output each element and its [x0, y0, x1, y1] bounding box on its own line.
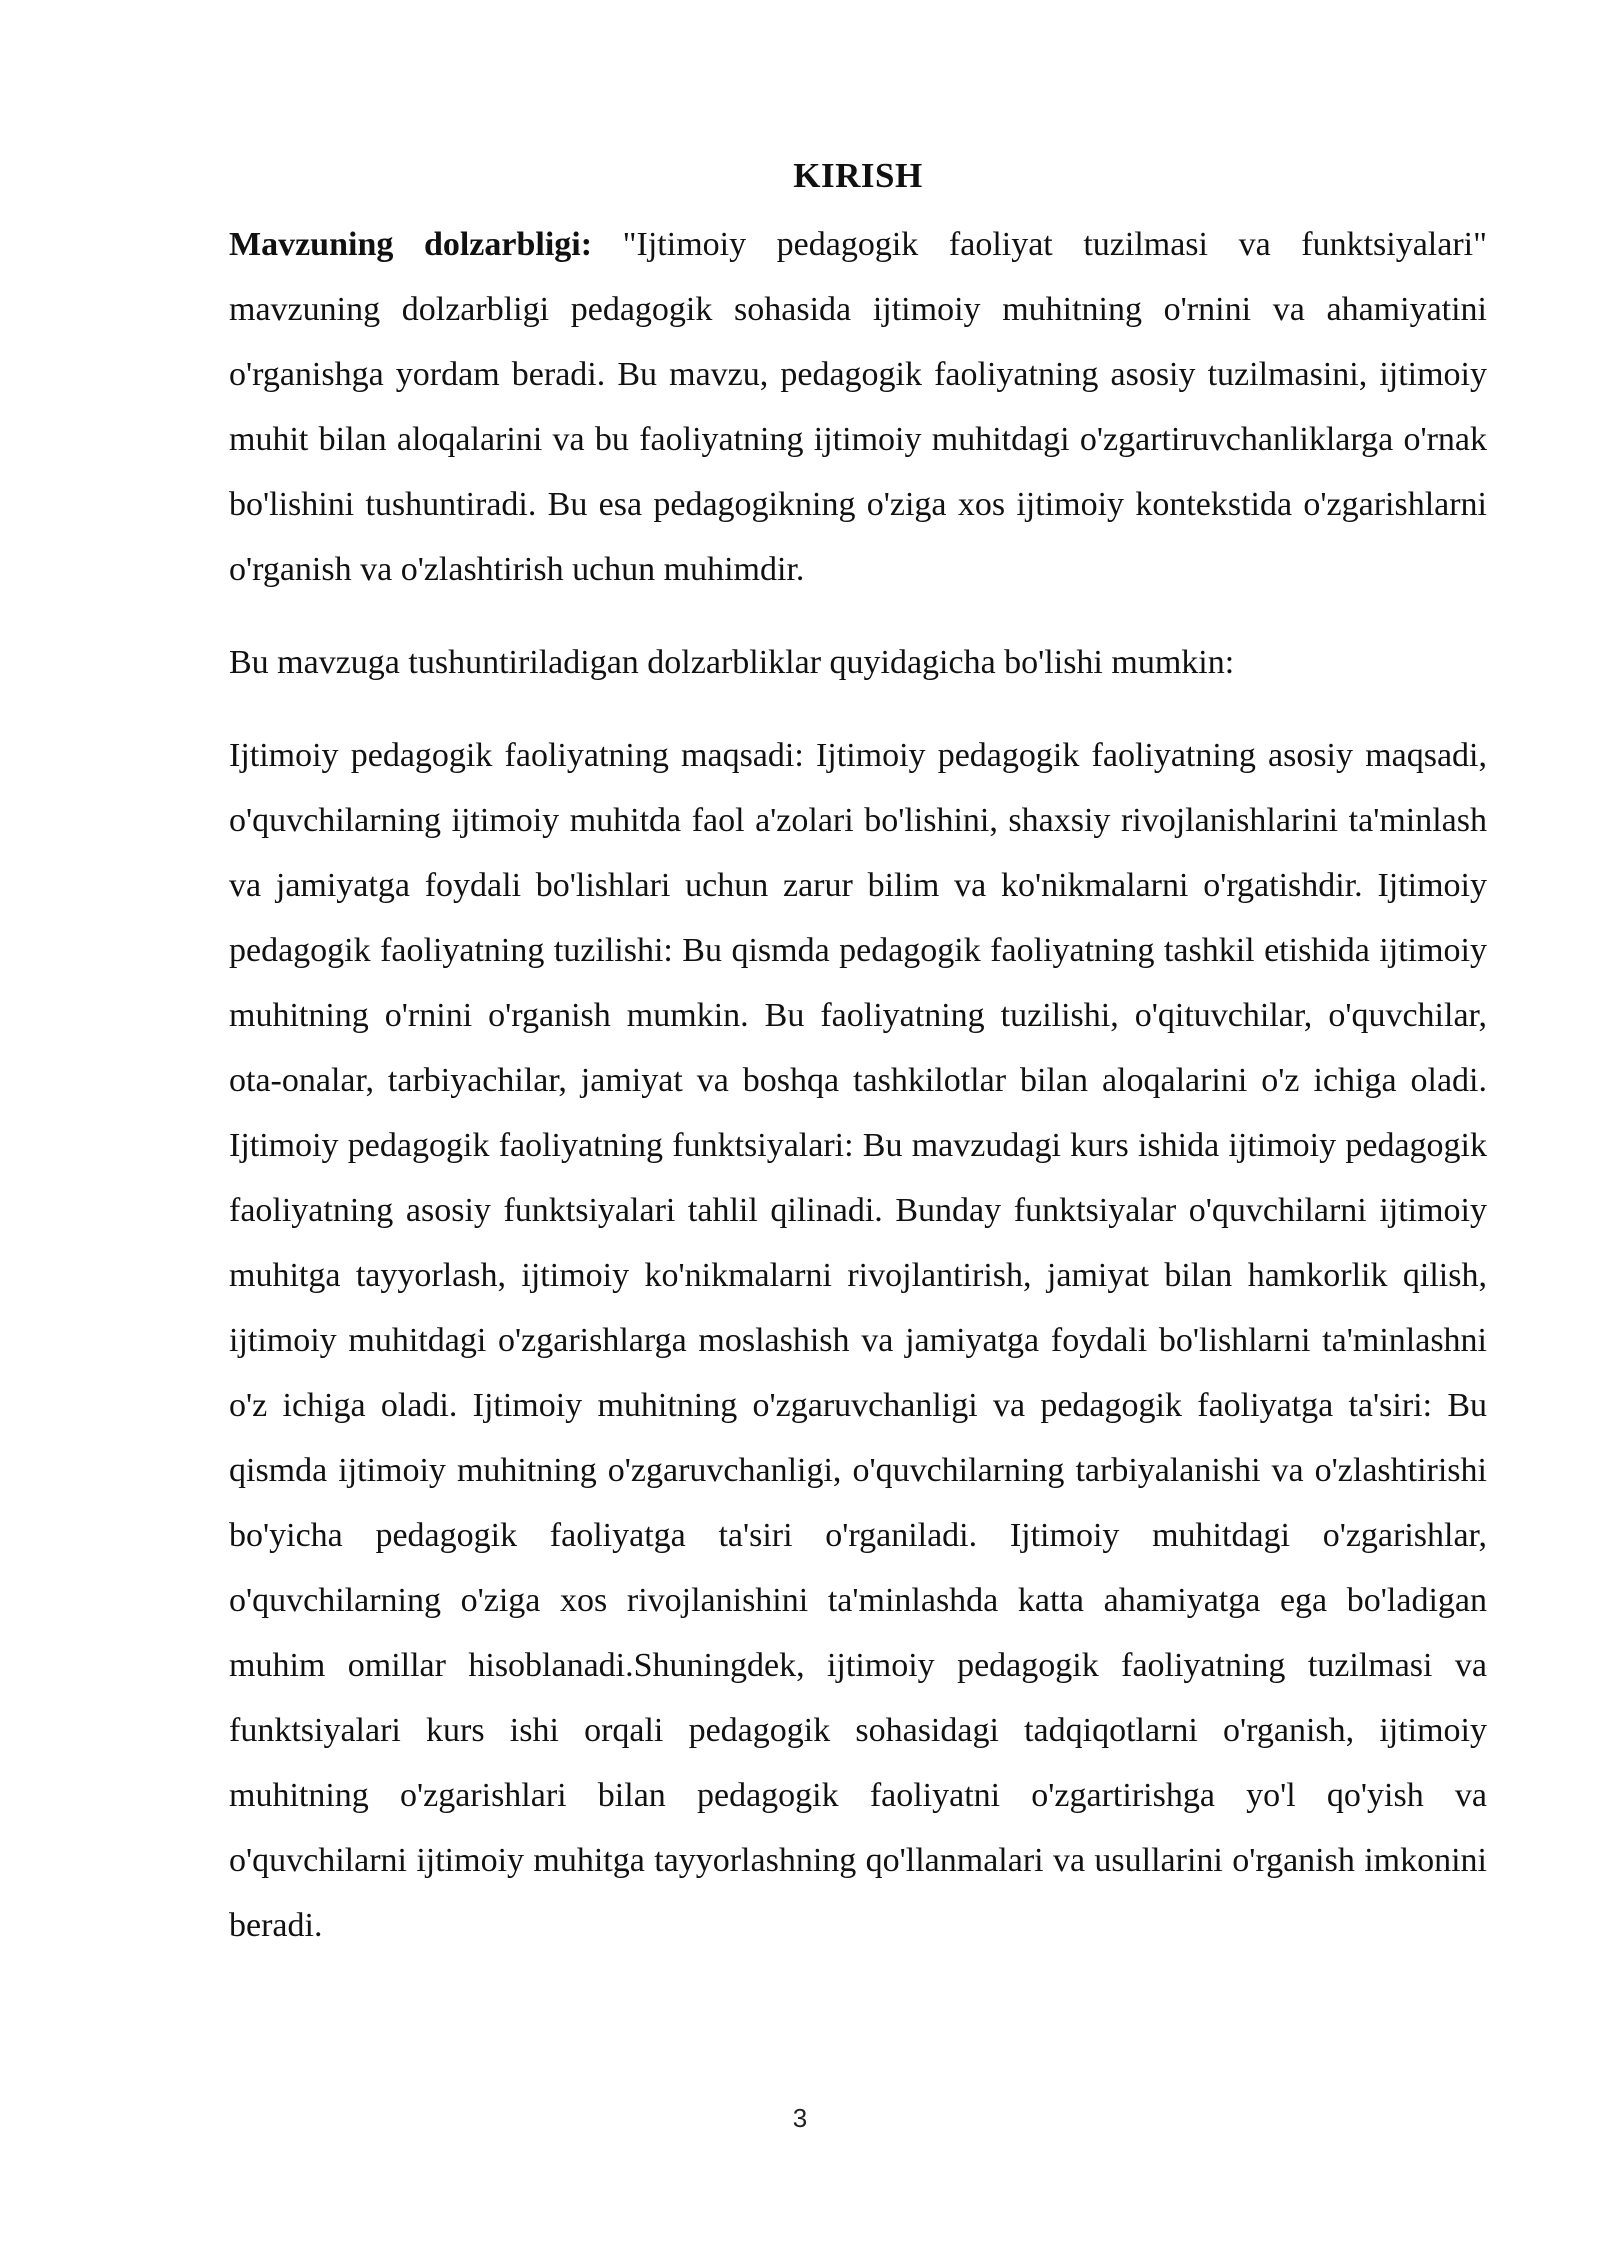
paragraph-relevance	[229, 212, 1487, 602]
paragraph-lead: Mavzuning dolzarbligi:	[229, 226, 593, 263]
paragraph-details: Ijtimoiy pedagogik faoliyatning maqsadi: Ijtimoiy pedagogik faoliyatning asosiy maqsadi, o'quvchilarning ijtimoiy muhitda faol a'zolari bo'lishini, shaxsiy rivojlanishlarini ta'minlash va jamiyatga foydali bo'lishlari uchun zarur bilim va ko'nikmalarni o'rgatishdir. Ijtimoiy pedagogik faoliyatning tuzilishi: Bu qismda pedagogik faoliyatning tashkil etishida ijtimoiy muhitning o'rnini o'rganish mumkin. Bu faoliyatning tuzilishi, o'qituvchilar, o'quvchilar, ota-onalar, tarbiyachilar, jamiyat va boshqa tashkilotlar bilan aloqalarini o'z ichiga oladi. Ijtimoiy pedagogik faoliyatning funktsiyalari: Bu mavzudagi kurs ishida ijtimoiy pedagogik faoliyatning asosiy funktsiyalari tahlil qilinadi. Bunday funktsiyalar o'quvchilarni ijtimoiy muhitga tayyorlash, ijtimoiy ko'nikmalarni rivojlantirish, jamiyat bilan hamkorlik qilish, ijtimoiy muhitdagi o'zgarishlarga moslashish va jamiyatga foydali bo'lishlarni ta'minlashni o'z ichiga oladi. Ijtimoiy muhitning o'zgaruvchanligi va pedagogik faoliyatga ta'siri: Bu qismda ijtimoiy muhitning o'zgaruvchanligi, o'quvchilarning tarbiyalanishi va o'zlashtirishi bo'yicha pedagogik faoliyatga ta'siri o'rganiladi. Ijtimoiy muhitdagi o'zgarishlar, o'quvchilarning o'ziga xos rivojlanishini ta'minlashda katta ahamiyatga ega bo'ladigan muhim omillar hisoblanadi.Shuningdek, ijtimoiy pedagogik faoliyatning tuzilmasi va funktsiyalari kurs ishi orqali pedagogik sohasidagi tadqiqotlarni o'rganish, ijtimoiy muhitning o'zgarishlari bilan pedagogik faoliyatni o'zgartirishga yo'l qo'yish va o'quvchilarni ijtimoiy muhitga tayyorlashning qo'llanmalari va usullarini o'rganish imkonini beradi.	[229, 737, 1487, 1944]
page-content	[229, 150, 1487, 1986]
section-title: KIRISH	[793, 156, 923, 195]
paragraph-text: "Ijtimoiy pedagogik faoliyat tuzilmasi va funktsiyalari" mavzuning dolzarbligi pedagogik sohasida ijtimoiy muhitning o'rnini va ahamiyatini o'rganishga yordam beradi. Bu mavzu, pedagogik faoliyatning asosiy tuzilmasini, ijtimoiy muhit bilan aloqalarini va bu faoliyatning ijtimoiy muhitdagi o'zgartiruvchanliklarga o'rnak bo'lishini tushuntiradi. Bu esa pedagogikning o'ziga xos ijtimoiy kontekstida o'zgarishlarni o'rganish va o'zlashtirish uchun muhimdir.	[229, 226, 1487, 588]
paragraph-intro-list: Bu mavzuga tushuntiriladigan dolzarbliklar quyidagicha bo'lishi mumkin:	[229, 644, 1235, 681]
page-number: 3	[792, 2103, 808, 2133]
